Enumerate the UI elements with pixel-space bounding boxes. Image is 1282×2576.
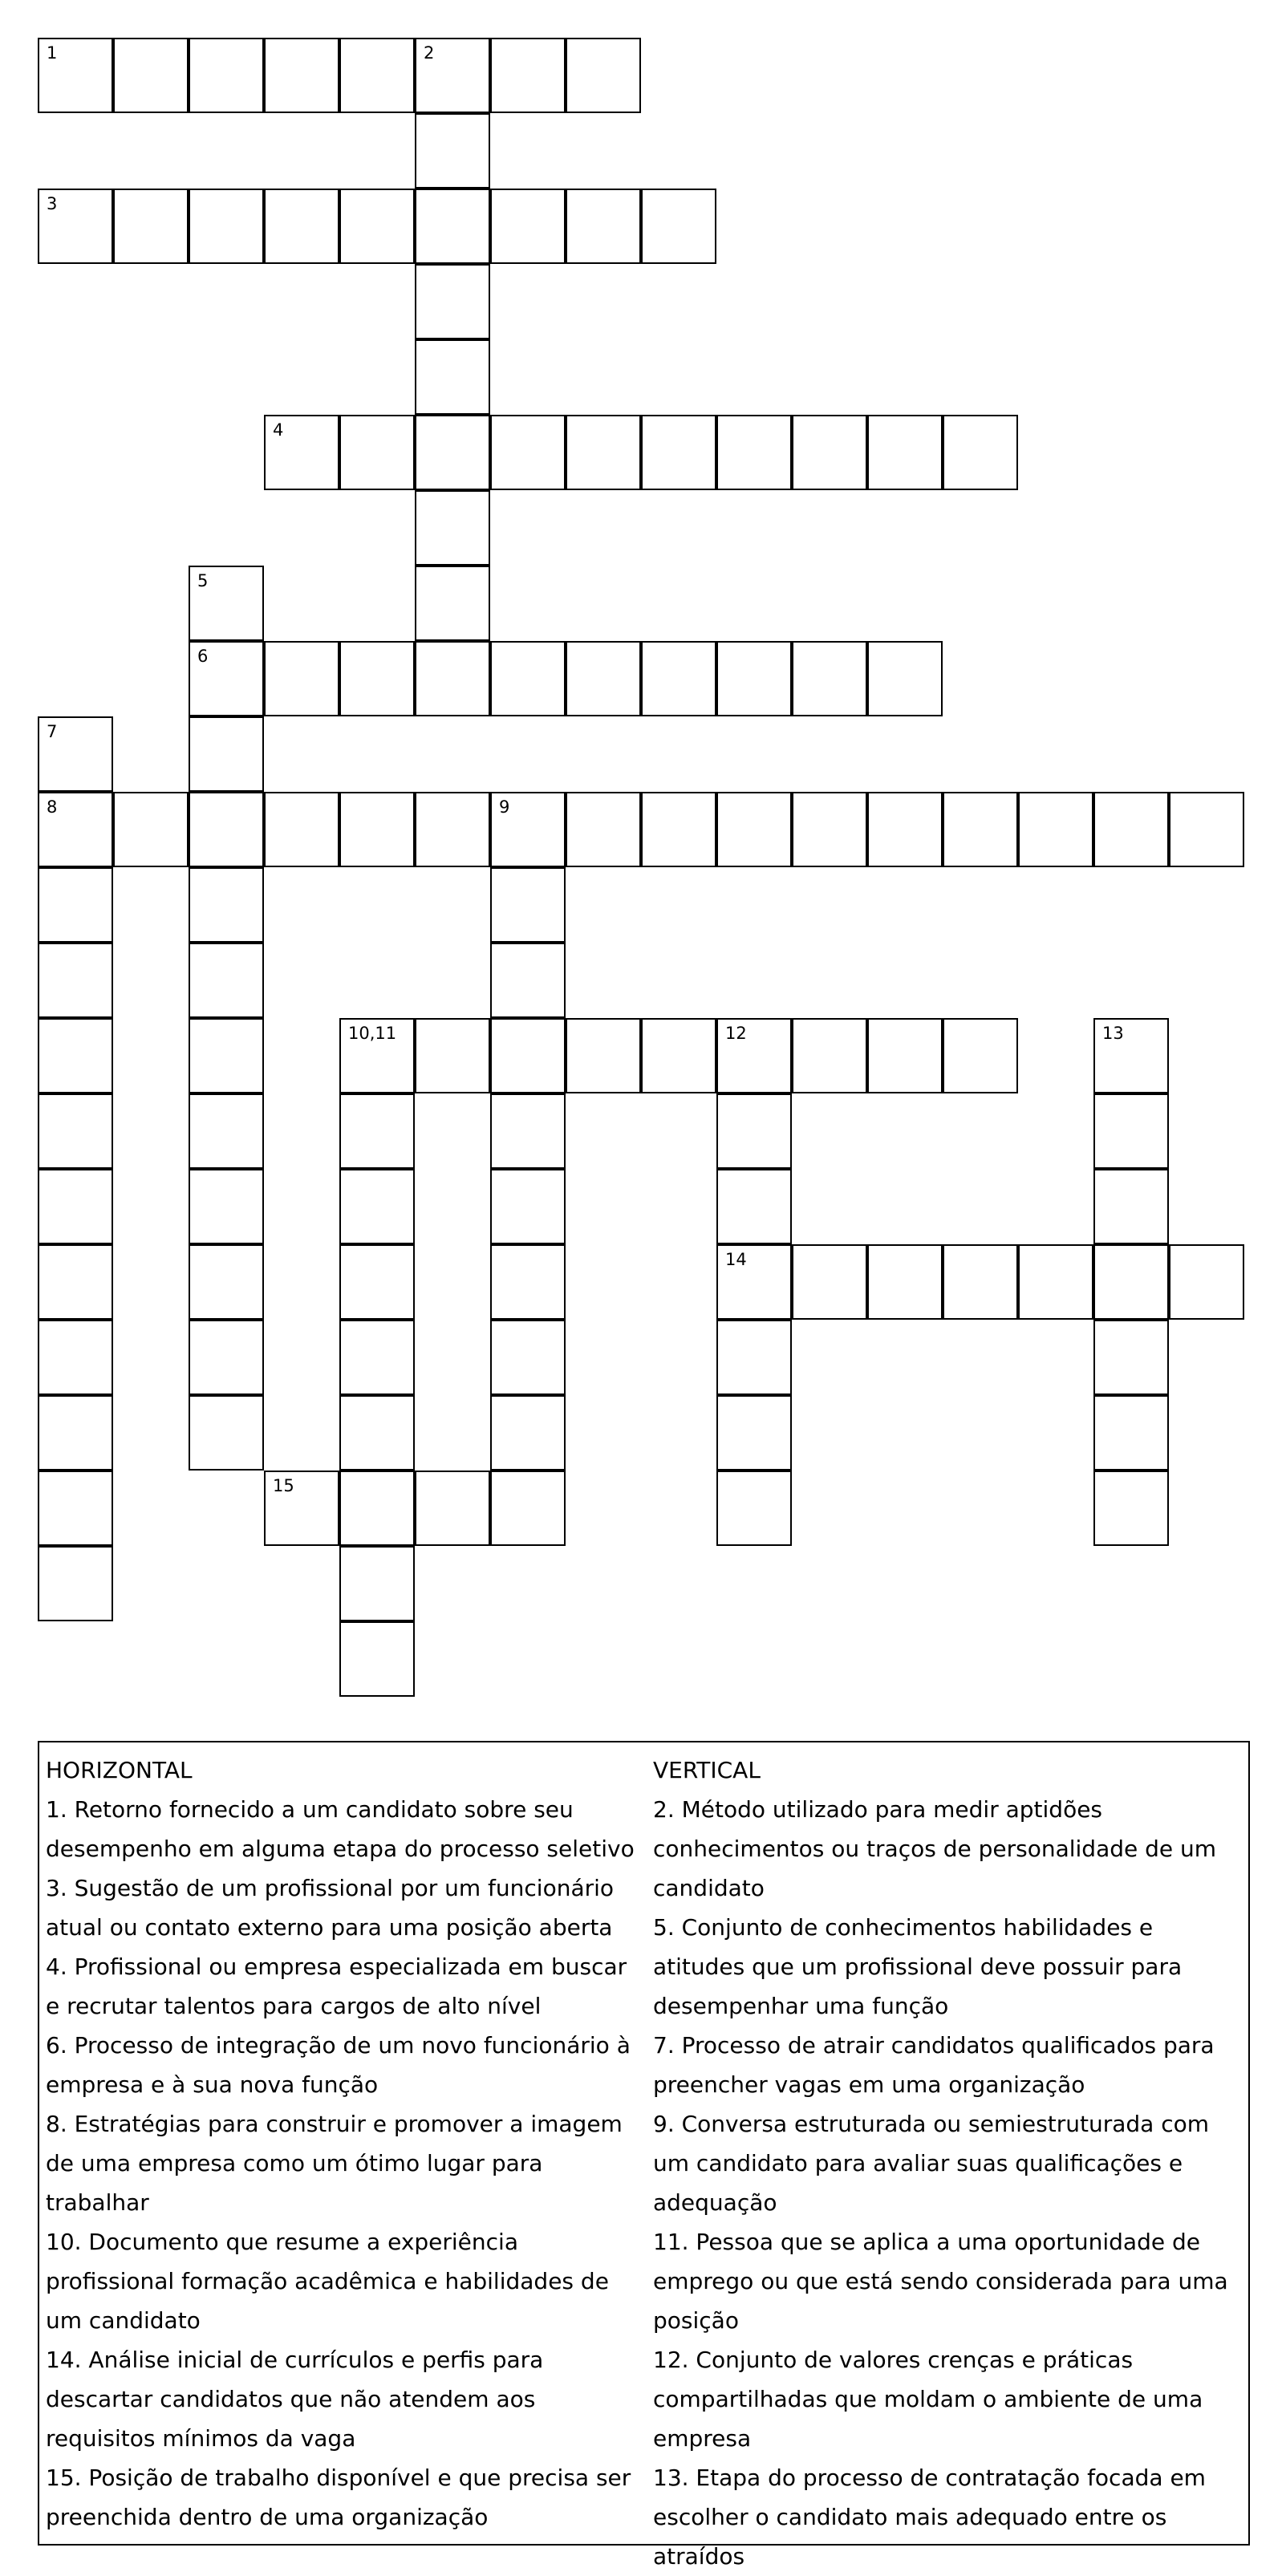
clue-number: 13 <box>1102 1024 1124 1043</box>
grid-cell[interactable] <box>415 1471 490 1546</box>
grid-cell[interactable] <box>490 1169 566 1244</box>
grid-cell[interactable] <box>189 943 264 1018</box>
clue-vertical-5: 5. Conjunto de conhecimentos habilidades e atitudes que um profissional deve possuir para desempenhar uma função <box>653 1914 1183 2019</box>
clue-horizontal-4: 4. Profissional ou empresa especializada em buscar e recrutar talentos para cargos de alto nível <box>46 1953 627 2019</box>
grid-cell[interactable] <box>566 38 641 113</box>
grid-cell[interactable] <box>716 1471 792 1546</box>
clue-number: 10,11 <box>348 1024 397 1043</box>
grid-cell[interactable] <box>339 1621 415 1697</box>
clue-vertical-11: 11. Pessoa que se aplica a uma oportunidade de emprego ou que está sendo considerada para uma posição <box>653 2229 1228 2334</box>
clue-vertical-9: 9. Conversa estruturada ou semiestruturada com um candidato para avaliar suas qualificações e adequação <box>653 2111 1209 2216</box>
grid-cell[interactable] <box>792 415 867 490</box>
grid-cell[interactable] <box>339 1018 415 1093</box>
grid-cell[interactable] <box>566 1018 641 1093</box>
grid-cell[interactable] <box>415 566 490 641</box>
grid-cell[interactable] <box>716 792 792 867</box>
grid-cell[interactable] <box>792 641 867 716</box>
grid-cell[interactable] <box>264 189 339 264</box>
grid-cell[interactable] <box>943 1018 1018 1093</box>
clue-number: 8 <box>47 797 58 817</box>
clue-number: 3 <box>47 194 58 213</box>
grid-cell[interactable] <box>1169 792 1244 867</box>
grid-cell[interactable] <box>490 867 566 943</box>
grid-cell[interactable] <box>339 1546 415 1621</box>
grid-cell[interactable] <box>490 415 566 490</box>
clue-horizontal-8: 8. Estratégias para construir e promover a imagem de uma empresa como um ótimo lugar para trabalhar <box>46 2111 623 2216</box>
grid-cell[interactable] <box>38 943 113 1018</box>
grid-cell[interactable] <box>490 189 566 264</box>
grid-cell[interactable] <box>867 415 943 490</box>
grid-cell[interactable] <box>415 490 490 566</box>
grid-cell[interactable] <box>264 415 339 490</box>
grid-cell[interactable] <box>38 1395 113 1471</box>
grid-cell[interactable] <box>189 716 264 792</box>
grid-cell[interactable] <box>490 1093 566 1169</box>
grid-cell[interactable] <box>264 641 339 716</box>
grid-cell[interactable] <box>38 38 113 113</box>
grid-cell[interactable] <box>415 189 490 264</box>
grid-cell[interactable] <box>716 1093 792 1169</box>
grid-cell[interactable] <box>1018 1244 1093 1320</box>
grid-cell[interactable] <box>339 792 415 867</box>
grid-cell[interactable] <box>38 1093 113 1169</box>
grid-cell[interactable] <box>716 1169 792 1244</box>
grid-cell[interactable] <box>716 641 792 716</box>
clue-number: 15 <box>273 1476 294 1495</box>
grid-cell[interactable] <box>415 113 490 189</box>
grid-cell[interactable] <box>415 1018 490 1093</box>
grid-cell[interactable] <box>716 1018 792 1093</box>
grid-cell[interactable] <box>38 1471 113 1546</box>
grid-cell[interactable] <box>189 1395 264 1471</box>
grid-cell[interactable] <box>716 415 792 490</box>
vertical-heading: VERTICAL <box>653 1757 761 1783</box>
clue-number: 2 <box>424 43 435 63</box>
grid-cell[interactable] <box>490 1395 566 1471</box>
grid-cell[interactable] <box>189 1320 264 1395</box>
grid-cell[interactable] <box>113 38 189 113</box>
grid-cell[interactable] <box>566 641 641 716</box>
horizontal-heading: HORIZONTAL <box>46 1757 193 1783</box>
clue-horizontal-3: 3. Sugestão de um profissional por um funcionário atual ou contato externo para uma posição aberta <box>46 1875 615 1941</box>
grid-cell[interactable] <box>264 1471 339 1546</box>
grid-cell[interactable] <box>339 1093 415 1169</box>
grid-cell[interactable] <box>415 792 490 867</box>
grid-cell[interactable] <box>641 1018 716 1093</box>
grid-cell[interactable] <box>716 1395 792 1471</box>
vertical-clues <box>653 1750 1251 2576</box>
grid-cell[interactable] <box>490 1320 566 1395</box>
clue-number: 12 <box>725 1024 747 1043</box>
grid-cell[interactable] <box>1093 792 1169 867</box>
grid-cell[interactable] <box>943 792 1018 867</box>
grid-cell[interactable] <box>189 566 264 641</box>
clue-vertical-12: 12. Conjunto de valores crenças e práticas compartilhadas que moldam o ambiente de uma empresa <box>653 2347 1203 2452</box>
clue-horizontal-1: 1. Retorno fornecido a um candidato sobre seu desempenho em alguma etapa do processo seletivo <box>46 1796 635 1862</box>
grid-cell[interactable] <box>38 792 113 867</box>
grid-cell[interactable] <box>339 1244 415 1320</box>
grid-cell[interactable] <box>490 1244 566 1320</box>
clue-horizontal-10: 10. Documento que resume a experiência profissional formação acadêmica e habilidades de um candidato <box>46 2229 609 2334</box>
grid-cell[interactable] <box>867 641 943 716</box>
grid-cell[interactable] <box>113 189 189 264</box>
grid-cell[interactable] <box>490 1471 566 1546</box>
grid-cell[interactable] <box>189 1093 264 1169</box>
grid-cell[interactable] <box>264 38 339 113</box>
grid-cell[interactable] <box>1093 1320 1169 1395</box>
grid-cell[interactable] <box>641 792 716 867</box>
grid-cell[interactable] <box>339 189 415 264</box>
clue-vertical-13: 13. Etapa do processo de contratação focada em escolher o candidato mais adequado entre os atraídos <box>653 2464 1206 2570</box>
grid-cell[interactable] <box>189 792 264 867</box>
grid-cell[interactable] <box>339 1320 415 1395</box>
grid-cell[interactable] <box>1093 1244 1169 1320</box>
clue-number: 6 <box>197 647 209 666</box>
clue-horizontal-6: 6. Processo de integração de um novo funcionário à empresa e à sua nova função <box>46 2032 631 2098</box>
grid-cell[interactable] <box>1018 792 1093 867</box>
grid-cell[interactable] <box>38 1320 113 1395</box>
grid-cell[interactable] <box>339 641 415 716</box>
grid-cell[interactable] <box>490 1018 566 1093</box>
grid-cell[interactable] <box>490 38 566 113</box>
grid-cell[interactable] <box>1093 1395 1169 1471</box>
grid-cell[interactable] <box>867 792 943 867</box>
grid-cell[interactable] <box>189 189 264 264</box>
grid-cell[interactable] <box>490 792 566 867</box>
clue-number: 1 <box>47 43 58 63</box>
grid-cell[interactable] <box>415 38 490 113</box>
grid-cell[interactable] <box>566 189 641 264</box>
clue-number: 14 <box>725 1250 747 1269</box>
grid-cell[interactable] <box>490 943 566 1018</box>
grid-cell[interactable] <box>189 867 264 943</box>
grid-cell[interactable] <box>38 1169 113 1244</box>
grid-cell[interactable] <box>38 1244 113 1320</box>
grid-cell[interactable] <box>792 1244 867 1320</box>
grid-cell[interactable] <box>1093 1471 1169 1546</box>
grid-cell[interactable] <box>716 1320 792 1395</box>
grid-cell[interactable] <box>415 264 490 339</box>
grid-cell[interactable] <box>792 792 867 867</box>
clue-number: 4 <box>273 420 284 440</box>
grid-cell[interactable] <box>641 641 716 716</box>
clue-number: 7 <box>47 722 58 741</box>
grid-cell[interactable] <box>339 1169 415 1244</box>
grid-cell[interactable] <box>867 1018 943 1093</box>
clue-horizontal-15: 15. Posição de trabalho disponível e que precisa ser preenchida dentro de uma organização <box>46 2464 631 2530</box>
grid-cell[interactable] <box>490 641 566 716</box>
clue-vertical-2: 2. Método utilizado para medir aptidões conhecimentos ou traços de personalidade de um candidato <box>653 1796 1217 1901</box>
grid-cell[interactable] <box>1169 1244 1244 1320</box>
grid-cell[interactable] <box>189 641 264 716</box>
grid-cell[interactable] <box>38 189 113 264</box>
horizontal-clues <box>46 1750 643 2537</box>
grid-cell[interactable] <box>415 415 490 490</box>
grid-cell[interactable] <box>113 792 189 867</box>
grid-cell[interactable] <box>415 641 490 716</box>
grid-cell[interactable] <box>189 1244 264 1320</box>
grid-cell[interactable] <box>641 189 716 264</box>
grid-cell[interactable] <box>189 38 264 113</box>
grid-cell[interactable] <box>415 339 490 415</box>
clues-box <box>38 1741 1250 2570</box>
grid-cell[interactable] <box>38 867 113 943</box>
grid-cell[interactable] <box>792 1018 867 1093</box>
grid-cell[interactable] <box>339 38 415 113</box>
grid-cell[interactable] <box>339 415 415 490</box>
grid-cell[interactable] <box>1093 1018 1169 1093</box>
grid-cell[interactable] <box>716 1244 792 1320</box>
grid-cell[interactable] <box>339 1395 415 1471</box>
grid-cell[interactable] <box>566 415 641 490</box>
clue-horizontal-14: 14. Análise inicial de currículos e perfis para descartar candidatos que não atendem aos requisitos mínimos da vaga <box>46 2347 544 2452</box>
grid-cell[interactable] <box>189 1169 264 1244</box>
grid-cell[interactable] <box>566 792 641 867</box>
grid-cell[interactable] <box>38 1018 113 1093</box>
clue-vertical-7: 7. Processo de atrair candidatos qualificados para preencher vagas em uma organização <box>653 2032 1215 2098</box>
grid-cell[interactable] <box>641 415 716 490</box>
grid-cell[interactable] <box>189 1018 264 1093</box>
grid-cell[interactable] <box>264 792 339 867</box>
grid-cell[interactable] <box>943 415 1018 490</box>
clue-number: 5 <box>197 571 209 590</box>
grid-cell[interactable] <box>38 716 113 792</box>
grid-cell[interactable] <box>38 1546 113 1621</box>
grid-cell[interactable] <box>339 1471 415 1546</box>
grid-cell[interactable] <box>867 1244 943 1320</box>
grid-cell[interactable] <box>1093 1169 1169 1244</box>
grid-cell[interactable] <box>1093 1093 1169 1169</box>
grid-cell[interactable] <box>943 1244 1018 1320</box>
clue-number: 9 <box>499 797 510 817</box>
